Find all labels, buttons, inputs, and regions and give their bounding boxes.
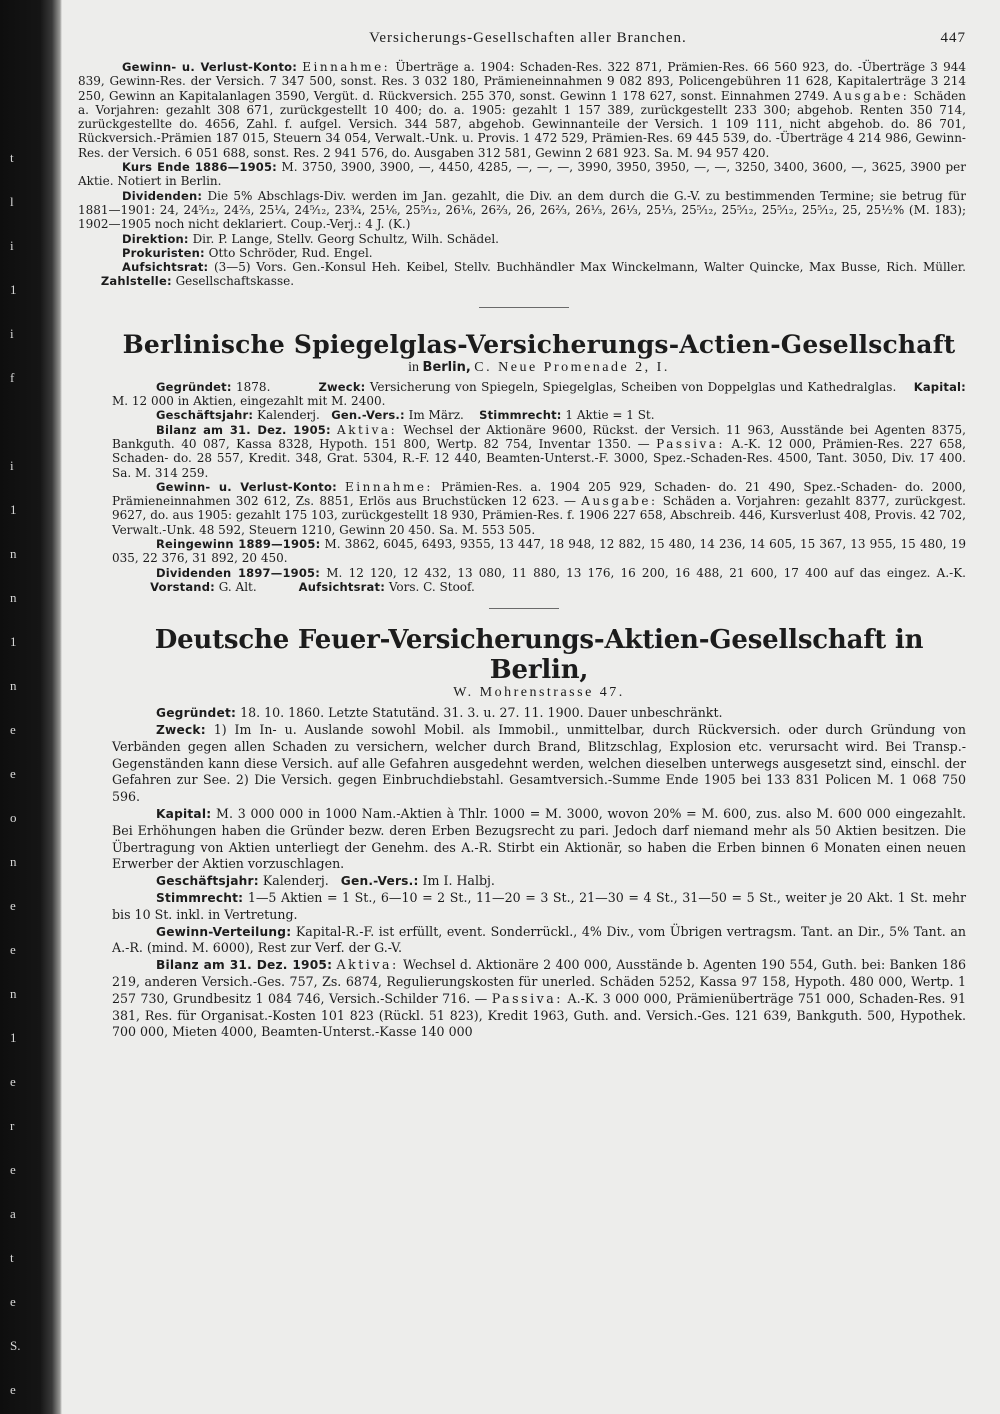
label: Bilanz am 31. Dez. 1905: (156, 422, 331, 437)
margin-letter: i (10, 238, 14, 253)
label: Geschäftsjahr: (156, 874, 259, 889)
text: M. 3 000 000 in 1000 Nam.-Aktien à Thlr. 1000 = M. 3000, wovon 20% = M. 600, zus. also M. 600 000 eingezahlt. Bei Erhöhungen haben die Gründer bezw. deren Erben Bezugsrecht zu pari. Jedoch darf niemand mehr als 50 Aktien besitzen. Die Übertragung von Aktien unterliegt der Genehm. des A.-R. Stirbt ein Aktionär, so haben die Erben binnen 6 Monaten einen neuen Erwerber der Aktien vorzuschlagen. (112, 805, 966, 872)
vorstand-text: G. Alt. (218, 579, 257, 594)
passiva-label: Passiva: (491, 990, 563, 1006)
margin-letter: 1 (10, 502, 17, 517)
margin-letter: t (10, 1250, 14, 1265)
passiva-label: Passiva: (656, 436, 725, 451)
location-prefix: in (408, 359, 420, 375)
einnahme-label: Einnahme: (302, 60, 391, 74)
margin-letter: a (10, 1206, 16, 1221)
ausgabe-label: Ausgabe: (581, 494, 658, 509)
stimmrecht-text: 1 Aktie = 1 St. (565, 408, 655, 423)
direktion-entry (78, 232, 966, 246)
label: Dividenden 1897—1905: (156, 565, 321, 580)
ausgabe-text: Schäden a. Vorjahren: gezahlt 308 671, zurückgestellt 10 400; do. a. 1905: gezahlt 1 157 389, zurückgestellt 233 300; abgehob. Renten 350 714, zurückgestellte do. 4656, Zahl. f. aufgel. Versich. 344 587, abgehob. Gewinnanteile der Versich. 1 109 111, nicht abgehob. do. 86 701, Rückversich.-Prämien 187 015, Steuern 34 054, Verwalt.-Unk. u. Provis. 1 472 529, Prämien-Res. 69 445 539, do. -Überträge 4 214 986, Gewinn-Res. der Versich. 6 051 688, sonst. Res. 2 941 576, do. Ausgaben 312 581, Gewinn 2 681 923. Sa. M. 94 957 420. (78, 88, 966, 160)
running-title: Versicherungs-Gesellschaften aller Branchen. (369, 30, 687, 46)
bilanz-entry (112, 423, 966, 480)
label: Direktion: (122, 231, 189, 246)
company-entry-deutsche-feuer (112, 625, 966, 1041)
zahlstelle-text: Gesellschaftskasse. (175, 274, 295, 289)
margin-letter: 1 (10, 1030, 17, 1045)
dividenden-entry (78, 189, 966, 232)
kapital-label: Kapital: (913, 379, 966, 394)
margin-letter: n (10, 546, 17, 561)
margin-letter: 1 (10, 634, 17, 649)
aufsichtsrat-entry (78, 260, 966, 289)
section-divider (489, 608, 559, 609)
margin-letter: t (10, 150, 14, 165)
margin-letter: S. (10, 1338, 21, 1353)
street: C. Neue Promenade 2, I. (474, 359, 670, 375)
section-continuation (78, 60, 966, 289)
zahlstelle-label: Zahlstelle: (100, 274, 172, 289)
aktiva-label: Aktiva: (337, 422, 398, 437)
city: Berlin, (422, 359, 471, 375)
text: Die 5% Abschlags-Div. werden im Jan. gezahlt, die Div. an dem durch die G.-V. zu bestimmenden Termine; sie betrug für 1881—1901: 24, 24⁵⁄₁₂, 24²⁄₃, 25¹⁄₄, 24⁵⁄₁₂, 23³⁄₄, 25¹⁄₆, 25⁵⁄₁₂, 26¹⁄₆, 26²⁄₃, 26, 26²⁄₃, 26¹⁄₃, 26¹⁄₃, 25¹⁄₃, 25⁵⁄₁₂, 25⁵⁄₁₂, 25⁵⁄₁₂, 25⁵⁄₁₂, 25, 25¹⁄₂% (M. 183); 1902—1905 noch nicht deklariert. Coup.-Verj.: 4 J. (K.) (78, 188, 966, 232)
margin-letter: f (10, 370, 15, 385)
zweck-text: Versicherung von Spiegeln, Spiegelglas, Scheiben von Doppelglas und Kathedralglas. (369, 379, 897, 394)
margin-letter: i (10, 458, 14, 473)
vorstand-label: Vorstand: (150, 579, 215, 594)
label: Dividenden: (122, 188, 203, 203)
margin-letter: r (10, 1118, 15, 1133)
margin-letter: e (10, 722, 16, 737)
genvers-label: Gen.-Vers.: (340, 874, 419, 889)
ausgabe-label: Ausgabe: (833, 88, 910, 103)
einnahme-text: Überträge a. 1904: Schaden-Res. 322 871, Prämien-Res. 66 560 923, do. -Überträge 3 944 839, Gewinn-Res. der Versich. 7 347 500, sonst. Res. 3 032 180, Prämieneinnahmen 9 082 893, Policengebühren 11 628, Kapitalerträge 3 214 250, Gewinn an Kapitalanlagen 3590, Vergüt. d. Rückversich. 255 370, sonst. Gewinn 1 178 627, sonst. Einnahmen 2749. (78, 60, 966, 103)
einnahme-text: Prämien-Res. a. 1904 205 929, Schaden- do. 21 490, Spez.-Schaden- do. 2000, Prämieneinnahmen 302 612, Zs. 8851, Erlös aus Bruchstücken 12 623. — (112, 479, 966, 509)
margin-letter: n (10, 986, 17, 1001)
stimmrecht-entry (112, 890, 966, 924)
text: M. 12 120, 12 432, 13 080, 11 880, 13 176, 16 200, 16 488, 21 600, 17 400 auf das eingez. A.-K. (326, 565, 966, 580)
kapital-entry (112, 806, 966, 873)
text: Kapital-R.-F. ist erfüllt, event. Sonderrückl., 4% Div., vom Übrigen vertragsm. Tant. an Dir., 5% Tant. an A.-R. (mind. M. 6000), Rest zur Verf. der G.-V. (112, 923, 966, 956)
margin-letter: o (10, 810, 17, 825)
label: Zweck: (156, 723, 206, 737)
text: 1—5 Aktien = 1 St., 6—10 = 2 St., 11—20 = 3 St., 21—30 = 4 St., 31—50 = 5 St., weiter je 20 Akt. 1 St. mehr bis 10 St. inkl. in Vertretung. (112, 889, 966, 922)
margin-letter: l (10, 194, 14, 209)
text: Otto Schröder, Rud. Engel. (208, 245, 373, 260)
page-number: 447 (940, 30, 966, 46)
margin-letter: n (10, 590, 17, 605)
margin-letter: n (10, 678, 17, 693)
gewinn-verlust-entry (78, 60, 966, 160)
label: Kapital: (156, 806, 212, 821)
page-header (80, 30, 976, 54)
label: Gegründet: (156, 706, 237, 721)
genvers-text: Im I. Halbj. (422, 873, 495, 889)
margin-letter: i (10, 326, 14, 341)
text: M. 3750, 3900, 3900, —, 4450, 4285, —, —, —, 3990, 3950, 3950, —, —, 3250, 3400, 3600, —, 3625, 3900 per Aktie. Notiert in Berlin. (78, 160, 966, 189)
aktiva-text: Wechsel d. Aktionäre 2 400 000, Ausstände b. Agenten 190 554, Guth. bei: Banken 186 219, anderen Versich.-Ges. 757, Zs. 6874, Regulierungskosten für unerled. Schäden 5252, Kassa 97 158, Hypoth. 480 000, Wertp. 1 257 730, Grundbesitz 1 084 746, Versich.-Schilder 716. — (112, 957, 966, 1006)
aufsichtsrat-text: Vors. C. Stoof. (388, 579, 475, 594)
text: M. 3862, 6045, 6493, 9355, 13 447, 18 948, 12 882, 15 480, 14 236, 14 605, 15 367, 13 955, 15 480, 19 035, 22 376, 31 892, 20 450. (112, 537, 966, 566)
margin-letter: e (10, 898, 16, 913)
geschaeftsjahr-entry (112, 873, 966, 890)
aktiva-text: Wechsel der Aktionäre 9600, Rückst. der Versich. 11 963, Ausstände bei Agenten 8375, Bankguth. 40 087, Kassa 8328, Hypoth. 151 800, Wertp. 82 754, Inventar 1350. — (112, 422, 967, 451)
kurs-entry (78, 160, 966, 189)
stimmrecht-label: Stimmrecht: (479, 408, 562, 423)
gegruendet-entry (112, 705, 966, 722)
margin-letter: e (10, 1294, 16, 1309)
label: Gewinn- u. Verlust-Konto: (122, 60, 298, 74)
margin-letter: n (10, 854, 17, 869)
text: 18. 10. 1860. Letzte Statutänd. 31. 3. u. 27. 11. 1900. Dauer unbeschränkt. (240, 705, 723, 721)
label: Gewinn- u. Verlust-Konto: (156, 479, 337, 494)
bilanz-entry (112, 957, 966, 1041)
gewinnverteilung-entry (112, 924, 966, 958)
label: Aufsichtsrat: (122, 260, 209, 275)
genvers-label: Gen.-Vers.: (331, 408, 405, 423)
passiva-text: A.-K. 12 000, Prämien-Res. 227 658, Schaden- do. 28 557, Kredit. 348, Grat. 5304, R.-F. 12 440, Beamten-Unterst.-F. 3000, Spez.-Schaden-Res. 4500, Tant. 3050, Div. 17 400. Sa. M. 314 259. (112, 436, 966, 480)
genvers-text: Im März. (408, 408, 464, 423)
company-address (112, 685, 966, 701)
label: Kurs Ende 1886—1905: (122, 160, 277, 175)
bleed-through-margin (10, 0, 24, 1414)
label: Bilanz am 31. Dez. 1905: (156, 958, 333, 973)
ausgabe-text: Schäden a. Vorjahren: gezahlt 8377, zurückgest. 9627, do. aus 1905: gezahlt 175 103, zurückgestellt 18 930, Prämien-Res. f. 1906 227 658, Abschreib. 446, Kursverlust 408, Provis. 42 702, Verwalt.-Unk. 48 592, Steuern 1210, Gewinn 20 450. Sa. M. 553 505. (112, 494, 966, 537)
section-divider (479, 307, 569, 308)
gewinn-verlust-entry (112, 480, 966, 537)
reingewinn-entry (112, 537, 966, 566)
company-name: Deutsche Feuer-Versicherungs-Aktien-Gesellschaft in Berlin, (154, 625, 924, 686)
margin-letter: e (10, 766, 16, 781)
company-address (112, 360, 966, 376)
text: 1878. (236, 379, 271, 394)
company-name: Berlinische Spiegelglas-Versicherungs-Actien-Gesellschaft (122, 329, 956, 359)
label: Gewinn-Verteilung: (156, 924, 292, 939)
geschaeftsjahr-entry (112, 408, 966, 422)
margin-letter: e (10, 1074, 16, 1089)
label: Prokuristen: (122, 245, 205, 260)
kapital-text: M. 12 000 in Aktien, eingezahlt mit M. 2400. (112, 394, 386, 409)
text: Dir. P. Lange, Stellv. Georg Schultz, Wilh. Schädel. (192, 231, 499, 246)
zweck-entry (112, 722, 966, 806)
text: 1) Im In- u. Auslande sowohl Mobil. als Immobil., unmittelbar, durch Rückversich. oder durch Gründung von Verbänden gegen allen Schaden zu versichern, welcher durch Brand, Blitzschlag, Explosion etc. verursacht wird. Bei Transp.-Gegenständen kann diese Versich. auf alle Gefahren ausgedehnt werden, welchen dieselben unterwegs ausgesetzt sind, einschl. der Gefahren zur See. 2) Die Versich. gegen Einbruchdiebstahl. Gesamtversich.-Summe Ende 1905 bei 133 831 Policen M. 1 068 750 596. (112, 722, 966, 805)
text: (3—5) Vors. Gen.-Konsul Heh. Keibel, Stellv. Buchhändler Max Winckelmann, Walter Quincke, Max Busse, Rich. Müller. (213, 260, 966, 275)
text: Kalenderj. (256, 408, 320, 423)
einnahme-label: Einnahme: (345, 479, 433, 494)
street: W. Mohrenstrasse 47. (453, 685, 625, 701)
company-entry-spiegelglas (112, 330, 966, 594)
dividenden-entry (112, 566, 966, 595)
margin-letter: e (10, 1382, 16, 1397)
label: Reingewinn 1889—1905: (156, 537, 321, 552)
gegruendet-entry (112, 380, 966, 409)
label: Gegründet: (156, 379, 232, 394)
aufsichtsrat-label: Aufsichtsrat: (298, 579, 386, 594)
aktiva-label: Aktiva: (336, 957, 399, 973)
label: Geschäftsjahr: (156, 408, 254, 423)
zweck-label: Zweck: (318, 379, 366, 394)
margin-letter: 1 (10, 282, 17, 297)
margin-letter: e (10, 1162, 16, 1177)
margin-letter: e (10, 942, 16, 957)
passiva-text: A.-K. 3 000 000, Prämienüberträge 751 000, Schaden-Res. 91 381, Res. für Organisat.-Kosten 101 823 (Rückl. 51 823), Kredit 1963, Guth. and. Versich.-Ges. 121 639, Bankguth. 500, Hypothek. 700 000, Mieten 4000, Beamten-Unterst.-Kasse 140 000 (112, 990, 966, 1040)
prokuristen-entry (78, 246, 966, 260)
book-page (72, 30, 976, 1041)
label: Stimmrecht: (156, 890, 244, 905)
text: Kalenderj. (262, 873, 329, 889)
